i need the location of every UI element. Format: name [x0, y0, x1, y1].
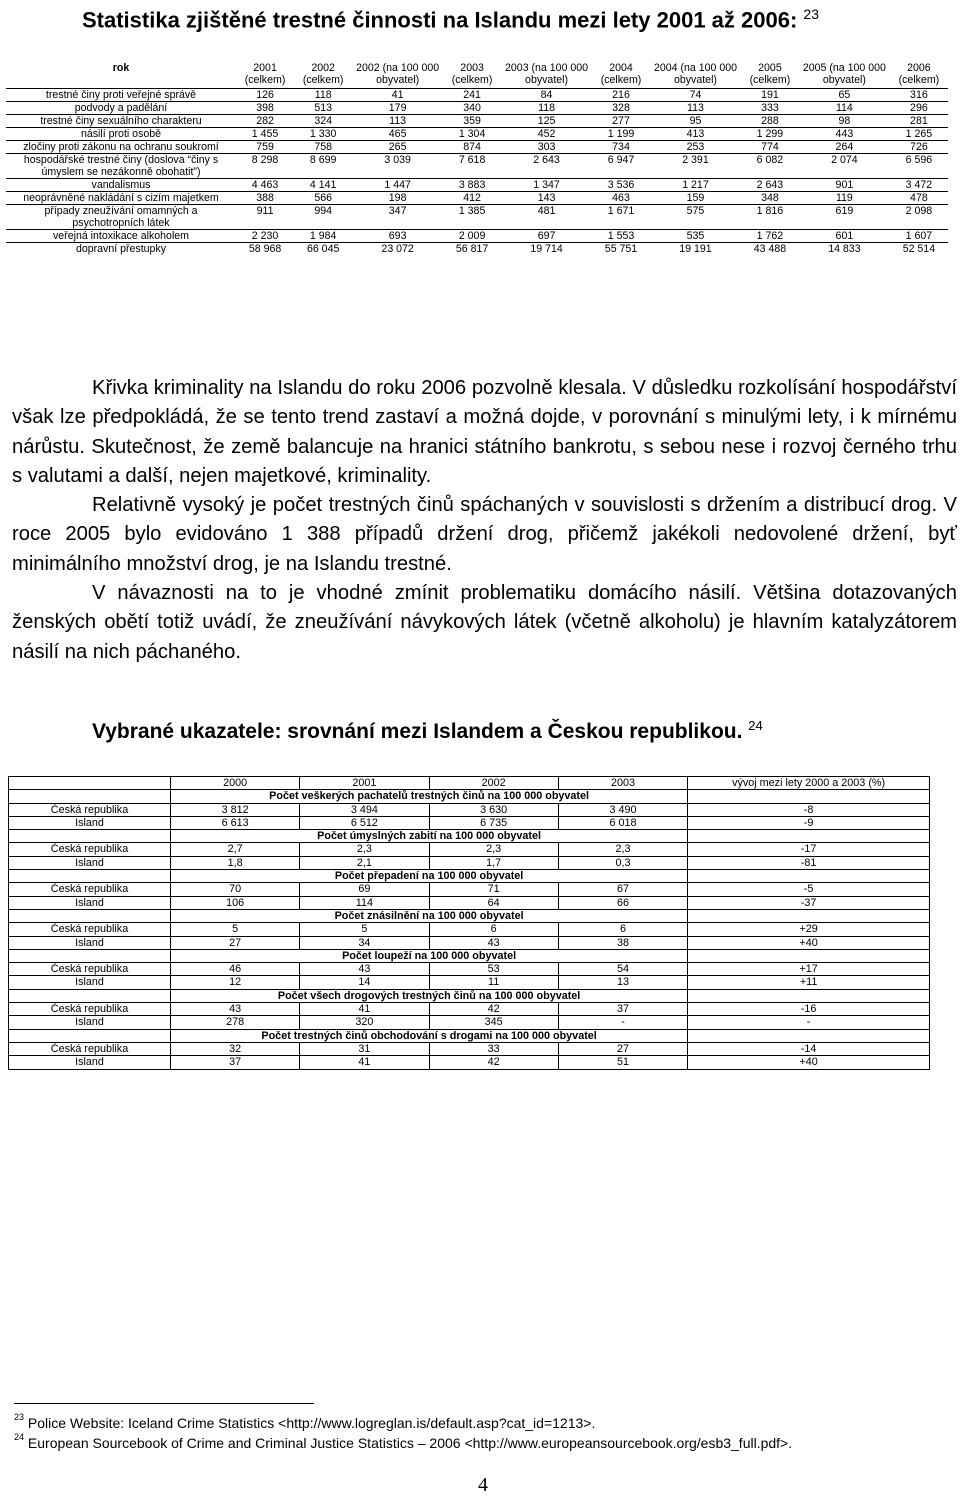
table-cell: 41: [300, 1003, 429, 1016]
table-cell: 726: [890, 141, 948, 154]
header-cell: 2003 (celkem): [451, 62, 493, 86]
table-cell: 1 455: [236, 128, 294, 141]
table-cell: 43: [300, 963, 429, 976]
table-cell: 54: [558, 963, 687, 976]
table-cell: 6 735: [429, 816, 558, 829]
table-cell: 619: [799, 205, 890, 230]
table-cell: 282: [236, 115, 294, 128]
table-cell: 535: [650, 230, 741, 243]
table-cell: 6 613: [171, 816, 300, 829]
table-cell: 2,3: [429, 843, 558, 856]
table-cell: 6: [558, 923, 687, 936]
table-cell: 74: [650, 89, 741, 102]
table-cell: 264: [799, 141, 890, 154]
table-row: [9, 976, 930, 989]
section-blank: [9, 949, 171, 962]
table-cell: 41: [300, 1056, 429, 1069]
table-cell: 8 699: [294, 154, 352, 179]
section-row: [9, 790, 930, 803]
table-cell: 2,3: [300, 843, 429, 856]
table-row: [6, 115, 948, 128]
table-cell: 481: [501, 205, 592, 230]
table-cell: 1 447: [352, 179, 443, 192]
table-cell: 70: [171, 883, 300, 896]
table-cell: 6 947: [592, 154, 650, 179]
table-cell: 14 833: [799, 243, 890, 256]
table-row: [9, 856, 930, 869]
table-cell: 575: [650, 205, 741, 230]
header-cell: 2002 (na 100 000 obyvatel): [356, 62, 440, 86]
table-cell: +11: [688, 976, 930, 989]
table-cell: 1 265: [890, 128, 948, 141]
table-cell: 113: [352, 115, 443, 128]
table-cell: 34: [300, 936, 429, 949]
table-cell: 2,7: [171, 843, 300, 856]
table-cell: 316: [890, 89, 948, 102]
footnote-number: 23: [14, 1412, 25, 1422]
table-cell: 11: [429, 976, 558, 989]
row-label: vandalismus: [6, 179, 236, 192]
section-row: [9, 909, 930, 922]
table-cell: 465: [352, 128, 443, 141]
table-cell: 51: [558, 1056, 687, 1069]
footnote-text: European Sourcebook of Crime and Criminal Justice Statistics – 2006 <http://www.europeansourcebook.org/esb3_full.pdf>.: [27, 1435, 793, 1451]
table-row: [9, 896, 930, 909]
table-cell: 874: [443, 141, 501, 154]
section-title: Počet všech drogových trestných činů na 100 000 obyvatel: [171, 989, 688, 1002]
title-text: Statistika zjištěné trestné činnosti na Islandu mezi lety 2001 až 2006:: [82, 7, 798, 33]
section-blank: [9, 909, 171, 922]
section-blank: [688, 1029, 930, 1042]
footnote-number: 24: [14, 1432, 25, 1442]
table-cell: -: [688, 1016, 930, 1029]
table-cell: 340: [443, 102, 501, 115]
table-row: [6, 102, 948, 115]
table-cell: 14: [300, 976, 429, 989]
row-label: hospodářské trestné činy (doslova “činy s úmyslem se nezákonně obohatit”): [6, 154, 236, 179]
table-cell: -17: [688, 843, 930, 856]
table-row: [9, 816, 930, 829]
table-cell: 693: [352, 230, 443, 243]
table-cell: +40: [688, 936, 930, 949]
table-cell: -81: [688, 856, 930, 869]
table-cell: 113: [650, 102, 741, 115]
header-cell-rok: rok: [112, 62, 130, 74]
section-blank: [9, 790, 171, 803]
table-cell: 359: [443, 115, 501, 128]
table-cell: 67: [558, 883, 687, 896]
table-cell: 43: [429, 936, 558, 949]
row-label: případy zneužívání omamných a psychotropních látek: [6, 205, 236, 230]
section-blank: [688, 790, 930, 803]
country-label: Island: [9, 896, 171, 909]
country-label: Česká republika: [9, 923, 171, 936]
header-cell: 2002: [429, 777, 558, 790]
table-cell: 2,1: [300, 856, 429, 869]
table-cell: 296: [890, 102, 948, 115]
table-cell: 55 751: [592, 243, 650, 256]
table-cell: 3 536: [592, 179, 650, 192]
table-cell: 38: [558, 936, 687, 949]
table-cell: 37: [558, 1003, 687, 1016]
table-cell: 241: [443, 89, 501, 102]
table-row: [9, 1042, 930, 1055]
table-cell: 265: [352, 141, 443, 154]
table-cell: -14: [688, 1042, 930, 1055]
country-label: Česká republika: [9, 1042, 171, 1055]
table-row: [9, 963, 930, 976]
footnote-separator: [14, 1403, 314, 1404]
table-cell: 66: [558, 896, 687, 909]
header-cell: 2001: [300, 777, 429, 790]
table-cell: 19 191: [650, 243, 741, 256]
table-cell: 65: [799, 89, 890, 102]
table-cell: 320: [300, 1016, 429, 1029]
table-row: [9, 1056, 930, 1069]
table-cell: 43: [171, 1003, 300, 1016]
section-blank: [688, 830, 930, 843]
table-cell: 66 045: [294, 243, 352, 256]
table-cell: 52 514: [890, 243, 948, 256]
table-cell: -37: [688, 896, 930, 909]
table-row: [9, 1016, 930, 1029]
section-blank: [9, 1029, 171, 1042]
section-row: [9, 1029, 930, 1042]
footnote-24: [14, 1432, 793, 1451]
table-cell: 774: [741, 141, 799, 154]
table-cell: 463: [592, 192, 650, 205]
table-cell: 566: [294, 192, 352, 205]
header-cell: 2002 (celkem): [302, 62, 344, 86]
table-cell: -8: [688, 803, 930, 816]
table-cell: 125: [501, 115, 592, 128]
header-cell: 2004 (celkem): [600, 62, 642, 86]
footnote-ref-23: 23: [803, 6, 819, 22]
table-cell: 1 304: [443, 128, 501, 141]
section-row: [9, 949, 930, 962]
table-cell: 0,3: [558, 856, 687, 869]
table-cell: 31: [300, 1042, 429, 1055]
table-cell: 347: [352, 205, 443, 230]
section-blank: [9, 830, 171, 843]
page-title: [82, 6, 819, 33]
table-cell: 2 391: [650, 154, 741, 179]
row-label: dopravní přestupky: [6, 243, 236, 256]
table-cell: 42: [429, 1003, 558, 1016]
section-title: Počet loupeží na 100 000 obyvatel: [171, 949, 688, 962]
table-cell: 759: [236, 141, 294, 154]
table-cell: 46: [171, 963, 300, 976]
section-blank: [688, 989, 930, 1002]
table-cell: 179: [352, 102, 443, 115]
table-cell: 324: [294, 115, 352, 128]
table-cell: 328: [592, 102, 650, 115]
table-cell: 697: [501, 230, 592, 243]
table-cell: -: [558, 1016, 687, 1029]
country-label: Island: [9, 1056, 171, 1069]
table-cell: 1 553: [592, 230, 650, 243]
table-cell: 118: [501, 102, 592, 115]
table-cell: 8 298: [236, 154, 294, 179]
paragraph: Relativně vysoký je počet trestných činů spáchaných v souvislosti s držením a distribucí drog. V roce 2005 bylo evidováno 1 388 případů držení drog, přičemž jakékoli nedovolené držení, byť minimálního množství drog, je na Islandu trestné.: [12, 494, 957, 575]
section-row: [9, 830, 930, 843]
table-row: [9, 803, 930, 816]
table-cell: +17: [688, 963, 930, 976]
table-cell: 601: [799, 230, 890, 243]
country-label: Island: [9, 816, 171, 829]
section-title: Počet přepadení na 100 000 obyvatel: [171, 870, 688, 883]
header-cell: 2000: [171, 777, 300, 790]
header-cell: 2003 (na 100 000 obyvatel): [505, 62, 589, 86]
table-cell: 277: [592, 115, 650, 128]
table-cell: 71: [429, 883, 558, 896]
table-cell: 126: [236, 89, 294, 102]
table-cell: 58 968: [236, 243, 294, 256]
table-cell: 1 671: [592, 205, 650, 230]
header-cell: 2006 (celkem): [898, 62, 940, 86]
table-cell: 143: [501, 192, 592, 205]
table-cell: 42: [429, 1056, 558, 1069]
header-row: [9, 777, 930, 790]
table-cell: 758: [294, 141, 352, 154]
table-cell: +40: [688, 1056, 930, 1069]
table-cell: 1 385: [443, 205, 501, 230]
table-cell: 513: [294, 102, 352, 115]
table-cell: 7 618: [443, 154, 501, 179]
table-cell: 114: [300, 896, 429, 909]
table-cell: 1,7: [429, 856, 558, 869]
table-row: [6, 230, 948, 243]
header-cell: 2003: [558, 777, 687, 790]
table-cell: 3 812: [171, 803, 300, 816]
section-row: [9, 870, 930, 883]
table-cell: 5: [171, 923, 300, 936]
section-heading: [92, 718, 763, 744]
footnote-ref-24: 24: [748, 718, 763, 733]
country-label: Island: [9, 856, 171, 869]
table-row: [6, 141, 948, 154]
table-cell: 288: [741, 115, 799, 128]
table-cell: 64: [429, 896, 558, 909]
header-cell: vývoj mezi lety 2000 a 2003 (%): [688, 777, 930, 790]
table-row: [9, 923, 930, 936]
table-cell: 33: [429, 1042, 558, 1055]
table-cell: 118: [294, 89, 352, 102]
header-cell: 2005 (na 100 000 obyvatel): [802, 62, 886, 86]
table-cell: 6 082: [741, 154, 799, 179]
country-label: Island: [9, 1016, 171, 1029]
section-blank: [688, 870, 930, 883]
table-cell: 1 299: [741, 128, 799, 141]
table-cell: 2 098: [890, 205, 948, 230]
table-cell: 216: [592, 89, 650, 102]
table-cell: 13: [558, 976, 687, 989]
table-cell: 1 217: [650, 179, 741, 192]
table-cell: 388: [236, 192, 294, 205]
row-label: zločiny proti zákonu na ochranu soukromí: [6, 141, 236, 154]
table-cell: 6 512: [300, 816, 429, 829]
table-cell: 911: [236, 205, 294, 230]
table-row: [9, 883, 930, 896]
section-title: Počet znásilnění na 100 000 obyvatel: [171, 909, 688, 922]
table-cell: 12: [171, 976, 300, 989]
table-cell: 2,3: [558, 843, 687, 856]
table-cell: 6 596: [890, 154, 948, 179]
country-label: Česká republika: [9, 883, 171, 896]
table-cell: -16: [688, 1003, 930, 1016]
row-label: trestné činy sexuálního charakteru: [6, 115, 236, 128]
country-label: Island: [9, 936, 171, 949]
table-cell: 1 199: [592, 128, 650, 141]
table-cell: 281: [890, 115, 948, 128]
table-cell: 2 009: [443, 230, 501, 243]
table-cell: 3 883: [443, 179, 501, 192]
table-cell: 191: [741, 89, 799, 102]
table-row: [6, 205, 948, 230]
row-label: veřejná intoxikace alkoholem: [6, 230, 236, 243]
table-cell: 1 330: [294, 128, 352, 141]
table-cell: 119: [799, 192, 890, 205]
table-cell: 734: [592, 141, 650, 154]
header-row: [6, 62, 948, 89]
section-title: Počet úmyslných zabití na 100 000 obyvatel: [171, 830, 688, 843]
table-cell: 398: [236, 102, 294, 115]
table-cell: 452: [501, 128, 592, 141]
table-cell: 1 607: [890, 230, 948, 243]
table-cell: 114: [799, 102, 890, 115]
header-cell: 2005 (celkem): [749, 62, 791, 86]
table-cell: 32: [171, 1042, 300, 1055]
table-cell: 348: [741, 192, 799, 205]
table-cell: 37: [171, 1056, 300, 1069]
table-cell: 412: [443, 192, 501, 205]
table-cell: 106: [171, 896, 300, 909]
footnote-text: Police Website: Iceland Crime Statistics <http://www.logreglan.is/default.asp?cat_id=1213>.: [27, 1415, 596, 1431]
table-cell: 3 472: [890, 179, 948, 192]
section-blank: [9, 870, 171, 883]
subtitle-text: Vybrané ukazatele: srovnání mezi Islandem a Českou republikou.: [92, 720, 743, 743]
table-cell: 4 463: [236, 179, 294, 192]
table-row: [6, 154, 948, 179]
section-blank: [688, 909, 930, 922]
table-cell: 43 488: [741, 243, 799, 256]
country-label: Island: [9, 976, 171, 989]
table-cell: 56 817: [443, 243, 501, 256]
table-cell: 5: [300, 923, 429, 936]
table-cell: 2 643: [501, 154, 592, 179]
table-cell: 198: [352, 192, 443, 205]
table-cell: 6: [429, 923, 558, 936]
table-cell: 3 630: [429, 803, 558, 816]
header-cell: [9, 777, 171, 790]
paragraph: V návaznosti na to je vhodné zmínit problematiku domácího násilí. Většina dotazovaných ženských obětí totiž uvádí, že zneužívání návykových látek (včetně alkoholu) je hlavním katalyzátorem násilí na nich páchaného.: [12, 582, 957, 663]
table-cell: 23 072: [352, 243, 443, 256]
table-cell: 84: [501, 89, 592, 102]
country-label: Česká republika: [9, 843, 171, 856]
table-cell: 2 074: [799, 154, 890, 179]
table-cell: 6 018: [558, 816, 687, 829]
table-cell: 278: [171, 1016, 300, 1029]
table-row: [6, 179, 948, 192]
table-cell: 478: [890, 192, 948, 205]
table-cell: 443: [799, 128, 890, 141]
country-label: Česká republika: [9, 963, 171, 976]
footnote-23: [14, 1412, 596, 1431]
table-cell: 159: [650, 192, 741, 205]
page-number: 4: [478, 1474, 488, 1496]
table-cell: 303: [501, 141, 592, 154]
table-cell: 41: [352, 89, 443, 102]
table-cell: 333: [741, 102, 799, 115]
table-cell: -5: [688, 883, 930, 896]
table-cell: 3 490: [558, 803, 687, 816]
table-cell: 69: [300, 883, 429, 896]
table-cell: 345: [429, 1016, 558, 1029]
body-text: [12, 374, 957, 667]
section-title: Počet veškerých pachatelů trestných činů na 100 000 obyvatel: [171, 790, 688, 803]
table-cell: 1 816: [741, 205, 799, 230]
crime-stats-table: [6, 62, 948, 255]
paragraph: Křivka kriminality na Islandu do roku 2006 pozvolně klesala. V důsledku rozkolísání hospodářství však lze předpokládá, že se tento trend zastaví a možná dojde, v porovnání s minulými lety, i k mírnému nárůstu. Skutečnost, že země balancuje na hranici státního bankrotu, s sebou nese i rozvoj černého trhu s valutami a další, nejen majetkové, kriminality.: [12, 377, 957, 487]
section-blank: [688, 949, 930, 962]
table-cell: 3 494: [300, 803, 429, 816]
table-cell: +29: [688, 923, 930, 936]
table-cell: 53: [429, 963, 558, 976]
section-blank: [9, 989, 171, 1002]
country-label: Česká republika: [9, 803, 171, 816]
section-row: [9, 989, 930, 1002]
header-cell: 2001 (celkem): [244, 62, 286, 86]
table-cell: 2 230: [236, 230, 294, 243]
table-cell: 1 984: [294, 230, 352, 243]
table-cell: 1 347: [501, 179, 592, 192]
table-row: [6, 192, 948, 205]
table-cell: 413: [650, 128, 741, 141]
table-row: [9, 843, 930, 856]
table-cell: 98: [799, 115, 890, 128]
table-row: [9, 1003, 930, 1016]
table-cell: 95: [650, 115, 741, 128]
table-cell: 901: [799, 179, 890, 192]
table-cell: 1 762: [741, 230, 799, 243]
country-label: Česká republika: [9, 1003, 171, 1016]
row-label: trestné činy proti veřejné správě: [6, 89, 236, 102]
table-cell: 253: [650, 141, 741, 154]
table-cell: 2 643: [741, 179, 799, 192]
table-row: [6, 89, 948, 102]
row-label: podvody a padělání: [6, 102, 236, 115]
table-cell: 4 141: [294, 179, 352, 192]
table-cell: -9: [688, 816, 930, 829]
table-cell: 1,8: [171, 856, 300, 869]
header-cell: 2004 (na 100 000 obyvatel): [653, 62, 737, 86]
table-cell: 994: [294, 205, 352, 230]
comparison-table: [8, 776, 930, 1070]
table-cell: 27: [171, 936, 300, 949]
table-row: [6, 128, 948, 141]
row-label: násilí proti osobě: [6, 128, 236, 141]
row-label: neoprávněné nakládání s cizím majetkem: [6, 192, 236, 205]
table-cell: 27: [558, 1042, 687, 1055]
table-cell: 3 039: [352, 154, 443, 179]
table-cell: 19 714: [501, 243, 592, 256]
table-row: [6, 243, 948, 256]
section-title: Počet trestných činů obchodování s drogami na 100 000 obyvatel: [171, 1029, 688, 1042]
table-row: [9, 936, 930, 949]
